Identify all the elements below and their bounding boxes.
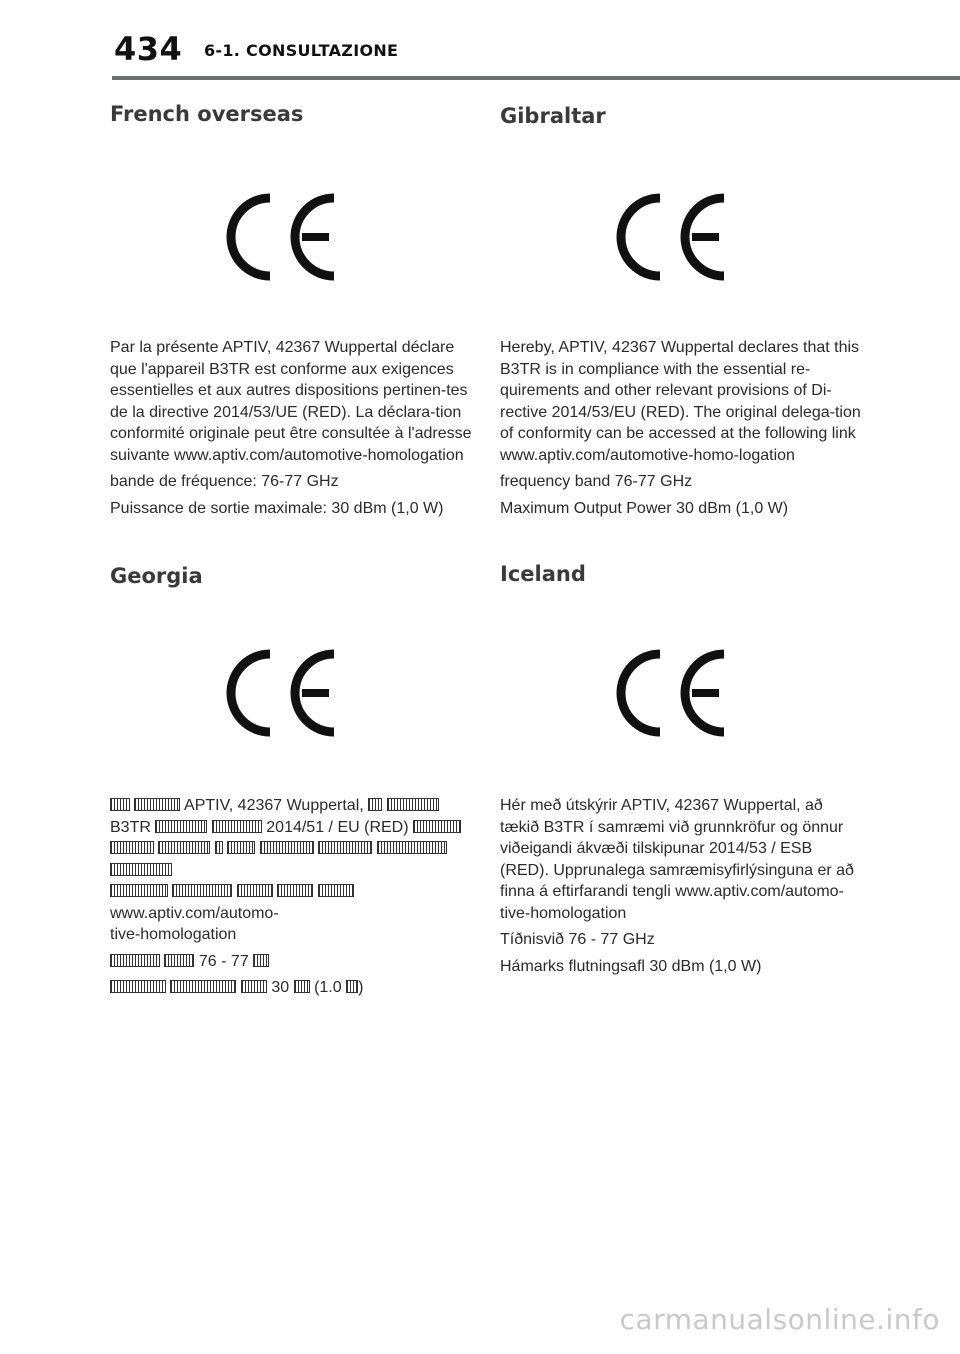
gibraltar-body: Hereby, APTIV, 42367 Wuppertal declares that this B3TR is in compliance with the essential re-quirements and other relevant provisions of Di-rective 2014/53/EU (RED). The original delega-tion of conformity can be accessed at the following link www.aptiv.com/automotive-homo-logation bbox=[500, 339, 861, 464]
georgia-line-2-a: B3TR bbox=[110, 818, 151, 836]
georgian-glyphs bbox=[377, 841, 447, 854]
georgia-frequency-value: 76 - 77 bbox=[198, 952, 249, 970]
georgia-power bbox=[110, 977, 472, 999]
french-overseas-power: Puissance de sortie maximale: 30 dBm (1,0 W) bbox=[110, 499, 444, 517]
section-title: 6-1. CONSULTAZIONE bbox=[204, 41, 399, 60]
iceland-power: Hámarks flutningsafl 30 dBm (1,0 W) bbox=[500, 957, 762, 975]
iceland-text bbox=[500, 795, 862, 982]
georgian-glyphs bbox=[237, 884, 273, 897]
french-overseas-body: Par la présente APTIV, 42367 Wuppertal déclare que l'appareil B3TR est conforme aux exigences essentielles et aux autres dispositions pertinen-tes de la directive 2014/53/UE (RED). La déclara-tion conformité originale peut être consultée à l'adresse suivante www.aptiv.com/automotive-homologation bbox=[110, 339, 472, 464]
georgia-heading: Georgia bbox=[110, 564, 203, 588]
georgian-glyphs bbox=[134, 798, 180, 811]
georgian-glyphs bbox=[110, 841, 154, 854]
georgian-glyphs bbox=[241, 980, 267, 993]
georgian-glyphs bbox=[413, 820, 461, 833]
georgia-line-2-b: 2014/51 / EU (RED) bbox=[266, 818, 409, 836]
georgia-power-paren: (1.0 bbox=[314, 979, 342, 996]
iceland-frequency: Tíðnisvið 76 - 77 GHz bbox=[500, 931, 655, 948]
ce-mark-icon bbox=[614, 648, 734, 738]
iceland-heading: Iceland bbox=[500, 562, 586, 586]
georgia-line-4 bbox=[110, 881, 472, 924]
georgia-line-1-text: APTIV, 42367 Wuppertal, bbox=[184, 797, 364, 814]
georgian-glyphs bbox=[110, 798, 130, 811]
georgian-glyphs bbox=[155, 820, 207, 833]
georgian-glyphs bbox=[215, 841, 223, 854]
georgia-power-value: 30 bbox=[271, 979, 290, 996]
georgia-text bbox=[110, 795, 472, 999]
georgian-glyphs bbox=[277, 884, 313, 897]
french-overseas-heading: French overseas bbox=[110, 102, 304, 126]
french-overseas-frequency: bande de fréquence: 76-77 GHz bbox=[110, 473, 339, 490]
gibraltar-power: Maximum Output Power 30 dBm (1,0 W) bbox=[500, 499, 789, 517]
ce-mark-icon bbox=[224, 192, 344, 282]
georgian-glyphs bbox=[387, 798, 439, 811]
georgian-glyphs bbox=[110, 863, 172, 876]
gibraltar-text bbox=[500, 337, 862, 524]
georgian-glyphs bbox=[294, 980, 310, 993]
georgian-glyphs bbox=[212, 820, 262, 833]
georgia-line-2 bbox=[110, 817, 472, 839]
page-header bbox=[0, 0, 960, 80]
iceland-body: Hér með útskýrir APTIV, 42367 Wuppertal, að tækið B3TR í samræmi við grunnkröfur og önnur viðeigandi ákvæði tilskipunar 2014/53 / ESB (RED). Upprunalega samræmisyfirlýsinguna er að finna á eftirfarandi tengli www.aptiv.com/automo-tive-homologation bbox=[500, 797, 854, 922]
georgia-power-close: ) bbox=[358, 979, 364, 996]
georgian-glyphs bbox=[227, 841, 255, 854]
georgian-glyphs bbox=[253, 954, 269, 967]
ce-mark-icon bbox=[224, 648, 344, 738]
georgian-glyphs bbox=[170, 980, 236, 993]
georgian-glyphs bbox=[172, 884, 232, 897]
header-rule bbox=[112, 76, 960, 80]
georgia-frequency bbox=[110, 951, 472, 973]
georgia-line-5: tive-homologation bbox=[110, 926, 237, 943]
georgian-glyphs bbox=[318, 884, 354, 897]
gibraltar-heading: Gibraltar bbox=[500, 104, 606, 128]
georgian-glyphs bbox=[260, 841, 314, 854]
georgian-glyphs bbox=[318, 841, 372, 854]
georgian-glyphs bbox=[110, 980, 166, 993]
georgian-glyphs bbox=[110, 954, 160, 967]
page-number: 434 bbox=[114, 30, 183, 68]
georgia-line-1 bbox=[110, 795, 472, 817]
georgia-line-4-tail: www.aptiv.com/automo- bbox=[110, 904, 279, 922]
georgian-glyphs bbox=[368, 798, 382, 811]
georgian-glyphs bbox=[346, 980, 358, 993]
french-overseas-text bbox=[110, 337, 472, 524]
georgia-line-3 bbox=[110, 838, 472, 881]
ce-mark-icon bbox=[614, 192, 734, 282]
georgian-glyphs bbox=[158, 841, 210, 854]
georgian-glyphs bbox=[110, 884, 168, 897]
gibraltar-frequency: frequency band 76-77 GHz bbox=[500, 473, 693, 490]
footer-watermark: carmanualsonline.info bbox=[619, 1303, 940, 1336]
georgian-glyphs bbox=[164, 954, 194, 967]
